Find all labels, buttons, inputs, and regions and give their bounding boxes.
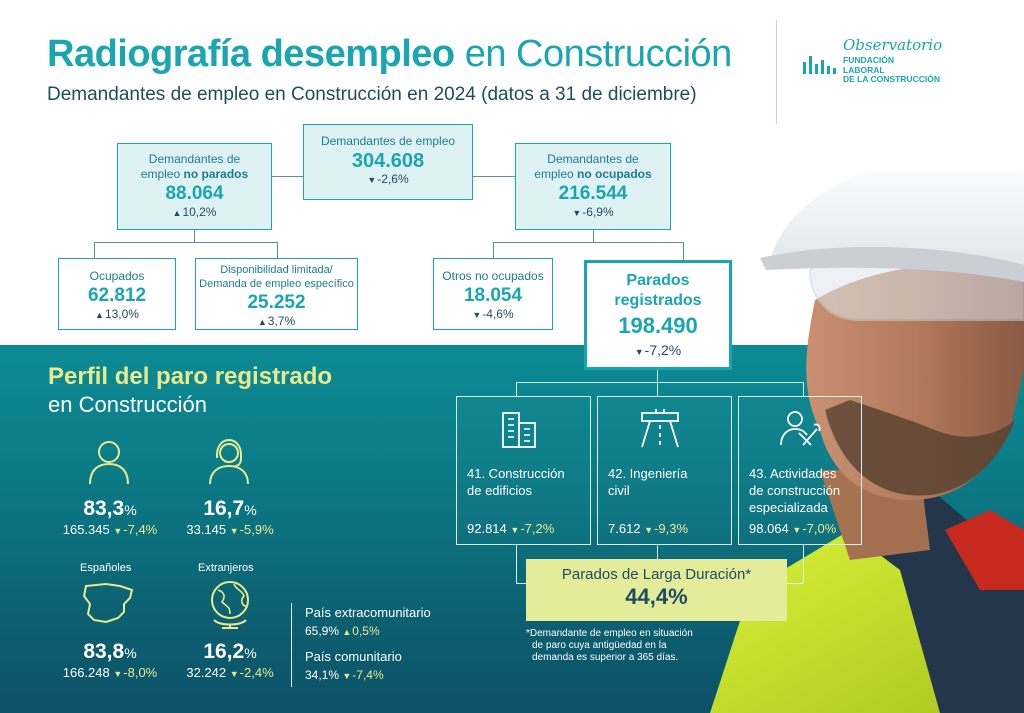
logo-script-text: Observatorio	[843, 36, 943, 54]
box-no-parados: Demandantes de empleo no parados 88.064 ▲ 10,2%	[117, 143, 272, 230]
connector	[657, 370, 658, 382]
box-demandantes-total: Demandantes de empleo 304.608 ▼ -2,6%	[303, 124, 473, 200]
road-icon	[638, 407, 682, 451]
page-title: Radiografía desempleo en Construcción	[47, 33, 732, 75]
connector	[194, 230, 195, 242]
connector	[516, 545, 517, 583]
page-subtitle: Demandantes de empleo en Construcción en 2024 (datos a 31 de diciembre)	[47, 84, 697, 105]
sector-card-41: 41. Construcción de edificios 92.814 ▼ -7,2%	[456, 396, 591, 545]
sector-card-42: 42. Ingeniería civil 7.612 ▼ -9,3%	[597, 396, 732, 545]
stat-extranjeros: 16,2% 32.242 ▼ -2,4%	[160, 640, 300, 682]
box-disponibilidad-limitada: Disponibilidad limitada/ Demanda de empleo específico 25.252 ▲ 3,7%	[195, 258, 358, 330]
box-otros-no-ocupados: Otros no ocupados 18.054 ▼ -4,6%	[433, 258, 553, 330]
box-parados-registrados: Parados registrados 198.490 ▼ -7,2%	[584, 260, 732, 370]
connector	[277, 242, 278, 258]
perfil-subtitle: en Construcción	[48, 392, 207, 417]
connector	[272, 176, 303, 177]
box-ocupados: Ocupados 62.812 ▲ 13,0%	[58, 258, 176, 330]
perfil-title: Perfil del paro registrado	[48, 363, 333, 390]
connector	[657, 382, 658, 396]
connector	[493, 242, 683, 243]
sector-card-43: 43. Actividades de construcción especializada 98.064 ▼ -7,0%	[738, 396, 862, 545]
globe-icon	[204, 576, 256, 630]
connector	[94, 242, 277, 243]
box-no-ocupados: Demandantes de empleo no ocupados 216.544 ▼ -6,9%	[515, 143, 671, 230]
connector	[516, 382, 517, 396]
stat-extracomunitario: 65,9% ▲ 0,5%	[305, 624, 380, 638]
stat-espanoles: 83,8% 166.248 ▼ -8,0%	[40, 640, 180, 682]
logo-bars-icon	[803, 52, 839, 78]
connector	[787, 583, 803, 584]
connector	[803, 382, 804, 396]
worker-tools-icon	[777, 407, 823, 451]
connector	[803, 545, 804, 583]
stat-hombres: 83,3% 165.345 ▼ -7,4%	[40, 497, 180, 539]
label-extracomunitario: País extracomunitario	[305, 605, 431, 620]
connector	[516, 382, 803, 383]
logo-wordmark: FUNDACIÓN LABORAL DE LA CONSTRUCCIÓN	[843, 55, 940, 84]
label-extranjeros: Extranjeros	[198, 562, 254, 574]
connector	[493, 242, 494, 258]
label-comunitario: País comunitario	[305, 649, 402, 664]
divider-nationality	[291, 603, 292, 687]
connector	[593, 230, 594, 242]
buildings-icon	[499, 409, 541, 451]
header-divider	[776, 20, 777, 124]
man-icon	[84, 436, 134, 486]
connector	[683, 242, 684, 260]
woman-icon	[204, 436, 254, 486]
box-larga-duracion: Parados de Larga Duración* 44,4%	[526, 559, 787, 621]
connector	[94, 242, 95, 258]
stat-mujeres: 16,7% 33.145 ▼ -5,9%	[160, 497, 300, 539]
spain-map-icon	[80, 580, 138, 626]
footnote: *Demandante de empleo en situación de paro cuya antigüedad en la demanda es superior a 365 días.	[526, 628, 693, 663]
label-espanoles: Españoles	[80, 562, 132, 574]
stat-comunitario: 34,1% ▼ -7,4%	[305, 668, 384, 682]
connector	[657, 545, 658, 559]
connector	[516, 583, 526, 584]
connector	[473, 176, 515, 177]
